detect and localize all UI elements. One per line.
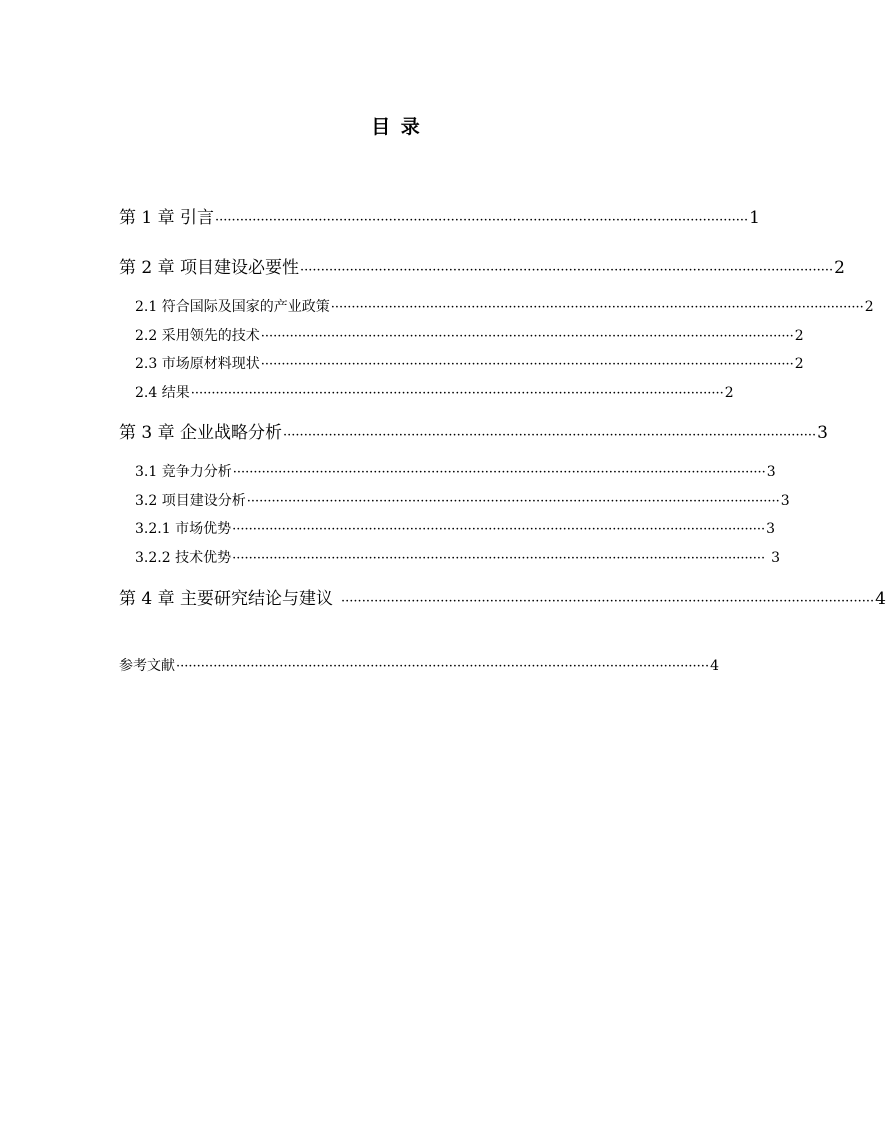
toc-entry-label: 3.2.1 市场优势 <box>135 521 232 537</box>
toc-title: 目 录 <box>371 116 422 138</box>
toc-entry-page: 2 <box>864 299 874 315</box>
toc-entry-chapter-3[interactable] <box>119 423 828 443</box>
toc-entry-page: 4 <box>710 658 719 674</box>
toc-entry-label: 第 2 章 项目建设必要性 <box>119 258 300 278</box>
toc-entry-label: 3.2.2 技术优势 <box>135 550 232 566</box>
toc-entry-label: 2.3 市场原材料现状 <box>135 356 260 372</box>
dot-leader: ································································································································· <box>215 213 749 228</box>
toc-entry-chapter-4[interactable] <box>119 589 886 609</box>
toc-entry-label: 第 3 章 企业战略分析 <box>119 423 283 443</box>
dot-leader: ································································································································· <box>341 594 875 609</box>
toc-entry-page: 3 <box>771 550 781 566</box>
toc-entry-label: 2.1 符合国际及国家的产业政策 <box>135 299 330 315</box>
dot-leader: ································································································································· <box>260 329 794 344</box>
dot-leader: ································································································································· <box>283 428 817 443</box>
toc-entry-section-3-2-1[interactable] <box>135 521 776 537</box>
toc-entry-section-3-2[interactable] <box>135 493 790 509</box>
dot-leader: ································································································································· <box>232 522 766 537</box>
toc-entry-label: 2.2 采用领先的技术 <box>135 328 260 344</box>
toc-entry-chapter-1[interactable] <box>119 208 760 228</box>
toc-entry-section-2-3[interactable] <box>135 356 804 372</box>
toc-entry-label: 3.1 竞争力分析 <box>135 464 232 480</box>
toc-entry-page: 3 <box>766 464 776 480</box>
toc-entry-page: 2 <box>794 328 804 344</box>
dot-leader: ································································································································· <box>300 263 834 278</box>
dot-leader: ································································································································· <box>232 551 766 566</box>
toc-entry-section-2-2[interactable] <box>135 328 804 344</box>
toc-entry-section-3-1[interactable] <box>135 464 776 480</box>
toc-entry-page: 3 <box>817 423 828 443</box>
dot-leader: ································································································································· <box>190 386 724 401</box>
toc-entry-page: 2 <box>834 258 845 278</box>
dot-leader: ································································································································· <box>260 357 794 372</box>
toc-entry-chapter-2[interactable] <box>119 258 845 278</box>
toc-entry-page: 2 <box>794 356 804 372</box>
toc-entry-page: 4 <box>875 589 886 609</box>
toc-entry-section-2-1[interactable] <box>135 299 874 315</box>
toc-entry-label: 第 1 章 引言 <box>119 208 215 228</box>
toc-entry-references[interactable] <box>119 658 719 674</box>
toc-entry-page: 3 <box>766 521 776 537</box>
dot-leader: ································································································································· <box>246 494 780 509</box>
dot-leader: ································································································································· <box>330 300 864 315</box>
toc-entry-page: 3 <box>780 493 790 509</box>
toc-entry-label: 第 4 章 主要研究结论与建议 <box>119 589 334 609</box>
toc-entry-page: 1 <box>749 208 760 228</box>
toc-entry-label: 参考文献 <box>119 658 175 674</box>
toc-entry-section-2-4[interactable] <box>135 385 734 401</box>
toc-entry-label: 3.2 项目建设分析 <box>135 493 246 509</box>
toc-entry-section-3-2-2[interactable] <box>135 550 781 566</box>
toc-entry-label: 2.4 结果 <box>135 385 190 401</box>
toc-entry-page: 2 <box>724 385 734 401</box>
dot-leader: ································································································································· <box>176 659 710 674</box>
dot-leader: ································································································································· <box>232 465 766 480</box>
